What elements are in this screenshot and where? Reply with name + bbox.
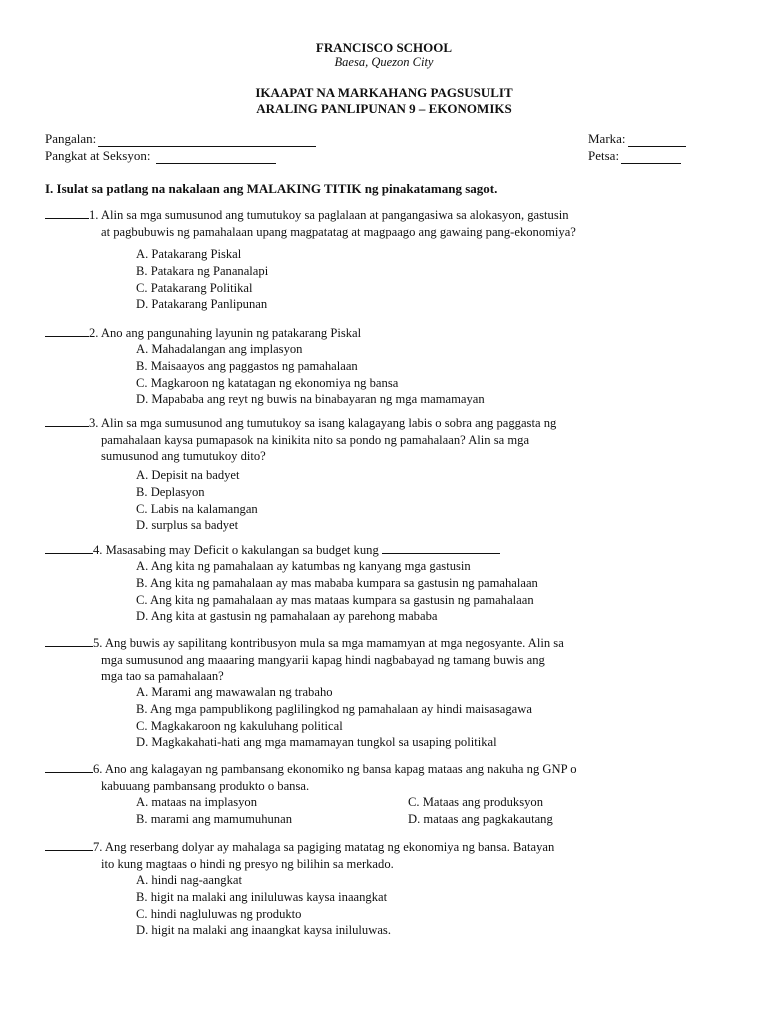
question-6-line-1: 6. Ano ang kalagayan ng pambansang ekonomiko ng bansa kapag mataas ang nakuha ng GNP o	[93, 762, 577, 776]
option: D. Patakarang Panlipunan	[136, 297, 268, 312]
question-5-line-1: 5. Ang buwis ay sapilitang kontribusyon mula sa mga mamamyan at mga negosyante. Alin sa	[93, 636, 564, 650]
date-label: Petsa:	[588, 148, 620, 163]
option: B. Ang kita ng pamahalaan ay mas mababa kumpara sa gastusin ng pamahalaan	[136, 575, 538, 590]
question-7-options	[136, 872, 391, 939]
question-3-options	[136, 467, 258, 534]
option: B. Deplasyon	[136, 484, 205, 499]
grade-section-label: Pangkat at Seksyon:	[45, 148, 151, 163]
school-name: FRANCISCO SCHOOL	[315, 40, 453, 55]
name-label: Pangalan:	[45, 131, 97, 146]
option: A. mataas na implasyon	[136, 795, 258, 809]
question-7	[45, 838, 725, 872]
option: D. mataas ang pagkakautang	[408, 811, 553, 826]
option: C. Magkakaroon ng kakuluhang political	[136, 718, 343, 733]
date-line[interactable]	[621, 151, 681, 164]
school-address: Baesa, Quezon City	[334, 55, 434, 69]
question-4	[45, 541, 725, 559]
answer-blank-4[interactable]	[45, 541, 93, 554]
question-6-line-2: kabuuang pambansang produkto o bansa.	[101, 778, 310, 793]
score-label: Marka:	[588, 131, 626, 146]
option: D. Ang kita at gastusin ng pamahalaan ay parehong mababa	[136, 609, 438, 624]
question-2	[45, 324, 725, 342]
question-5	[45, 634, 725, 685]
option: C. Mataas ang produksyon	[408, 795, 544, 809]
name-line[interactable]	[98, 134, 316, 147]
exam-title: IKAAPAT NA MARKAHANG PAGSUSULIT	[255, 85, 513, 100]
option: B. Ang mga pampublikong paglilingkod ng pamahalaan ay hindi maisasagawa	[136, 701, 532, 716]
question-5-line-3: mga tao sa pamahalaan?	[101, 669, 224, 684]
question-2-line-1: 2. Ano ang pangunahing layunin ng patakarang Piskal	[89, 326, 362, 340]
option: A. Marami ang mawawalan ng trabaho	[136, 685, 333, 699]
question-1	[45, 206, 725, 240]
option: C. Magkaroon ng katatagan ng ekonomiya ng bansa	[136, 375, 399, 390]
option: B. Maisaayos ang paggastos ng pamahalaan	[136, 358, 358, 373]
option: C. Patakarang Politikal	[136, 280, 253, 295]
question-3-line-1: 3. Alin sa mga sumusunod ang tumutukoy sa isang kalagayang labis o sobra ang paggasta ng	[89, 416, 557, 430]
question-4-options	[136, 558, 538, 625]
question-1-line-1: 1. Alin sa mga sumusunod ang tumutukoy sa paglalaan at pangangasiwa sa alokasyon, gastusin	[89, 208, 569, 222]
option: D. Magkakahati-hati ang mga mamamayan tungkol sa usaping politikal	[136, 735, 497, 750]
answer-blank-1[interactable]	[45, 206, 89, 219]
question-1-line-2: at pagbubuwis ng pamahalaan upang magpatatag at magpaago ang gawaing pang-ekonomiya?	[101, 224, 576, 239]
option: C. Ang kita ng pamahalaan ay mas mataas kumpara sa gastusin ng pamahalaan	[136, 592, 534, 607]
option: B. marami ang mamumuhunan	[136, 811, 292, 826]
inline-answer-blank-4[interactable]	[382, 541, 500, 554]
option: A. Ang kita ng pamahalaan ay katumbas ng kanyang mga gastusin	[136, 559, 471, 573]
grade-section-line[interactable]	[156, 151, 276, 164]
answer-blank-6[interactable]	[45, 760, 93, 773]
question-5-line-2: mga sumusunod ang maaaring mangyarii kapag hindi nagbabayad ng tamang buwis ang	[101, 652, 545, 667]
option: A. Depisit na badyet	[136, 468, 240, 482]
option: A. hindi nag-aangkat	[136, 873, 242, 887]
answer-blank-5[interactable]	[45, 634, 93, 647]
score-field	[588, 131, 686, 147]
question-5-options	[136, 684, 532, 751]
option: A. Mahadalangan ang implasyon	[136, 342, 303, 356]
question-4-line-1: 4. Masasabing may Deficit o kakulangan sa budget kung	[93, 543, 379, 557]
name-field	[45, 131, 316, 147]
option: C. hindi nagluluwas ng produkto	[136, 906, 302, 921]
question-1-options	[136, 246, 268, 313]
option: D. higit na malaki ang inaangkat kaysa iniluluwas.	[136, 923, 391, 938]
answer-blank-2[interactable]	[45, 324, 89, 337]
grade-section-field	[45, 148, 276, 164]
question-6	[45, 760, 725, 794]
question-2-options	[136, 341, 485, 408]
answer-blank-3[interactable]	[45, 414, 89, 427]
instruction: I. Isulat sa patlang na nakalaan ang MALAKING TITIK ng pinakatamang sagot.	[45, 181, 498, 196]
score-line[interactable]	[628, 134, 686, 147]
option: D. Mapababa ang reyt ng buwis na binabayaran ng mga mamamayan	[136, 392, 485, 407]
option: D. surplus sa badyet	[136, 518, 239, 533]
exam-subject: ARALING PANLIPUNAN 9 – EKONOMIKS	[256, 101, 512, 116]
option: C. Labis na kalamangan	[136, 501, 258, 516]
answer-blank-7[interactable]	[45, 838, 93, 851]
question-6-options-left	[136, 794, 292, 828]
option: B. Patakara ng Pananalapi	[136, 263, 269, 278]
question-3-line-3: sumusunod ang tumutukoy dito?	[101, 449, 266, 464]
question-7-line-1: 7. Ang reserbang dolyar ay mahalaga sa pagiging matatag ng ekonomiya ng bansa. Batayan	[93, 840, 555, 854]
question-7-line-2: ito kung magtaas o hindi ng presyo ng bilihin sa merkado.	[101, 856, 394, 871]
question-3	[45, 414, 725, 465]
option: B. higit na malaki ang iniluluwas kaysa inaangkat	[136, 889, 388, 904]
option: A. Patakarang Piskal	[136, 247, 242, 261]
date-field	[588, 148, 681, 164]
question-3-line-2: pamahalaan kaysa pumapasok na kinikita nito sa pondo ng pamahalaan? Alin sa mga	[101, 432, 530, 447]
question-6-options-right	[408, 794, 553, 828]
